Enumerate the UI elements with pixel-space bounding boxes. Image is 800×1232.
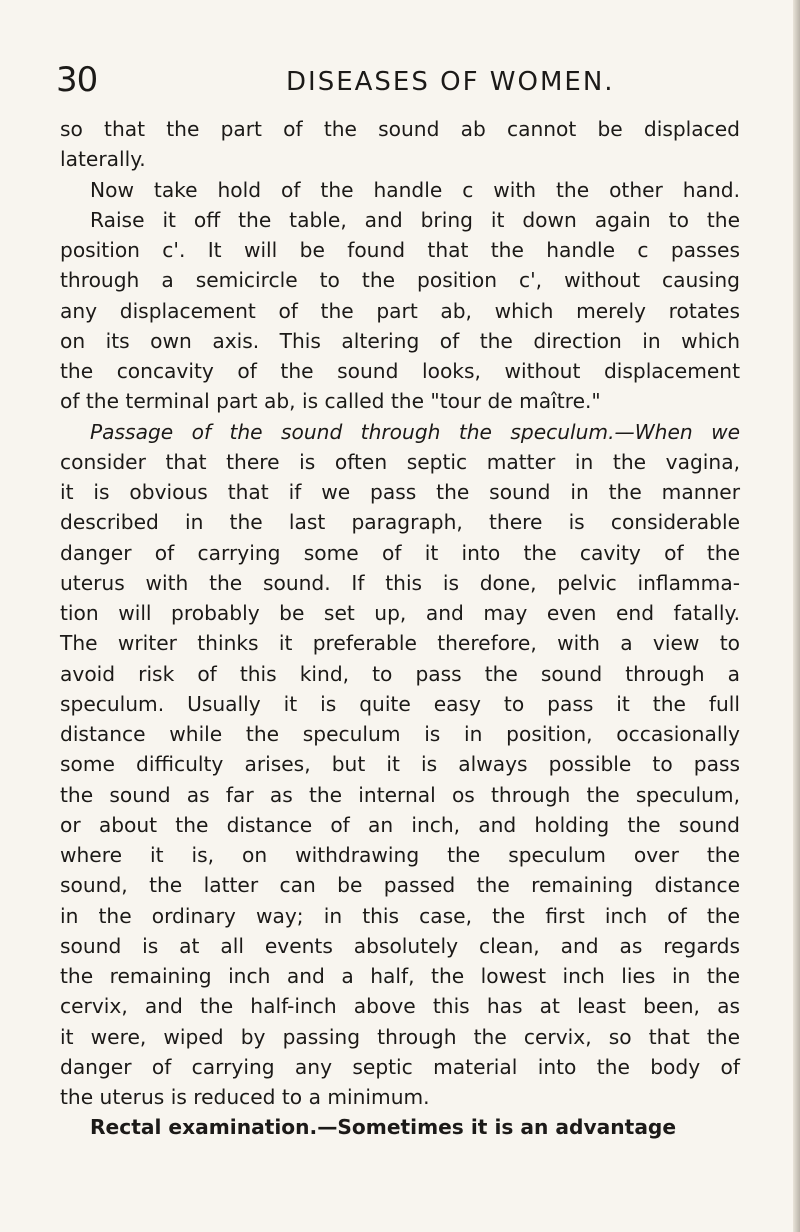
text-line: or about the distance of an inch, and holding the sound <box>60 812 740 837</box>
page-number: 30 <box>56 60 98 100</box>
text-line: it is obvious that if we pass the sound in the manner <box>60 480 740 504</box>
text-line: Now take hold of the handle c with the other hand. <box>90 177 740 202</box>
text-line: consider that there is often septic matter in the vagina, <box>60 449 740 474</box>
text-line: the concavity of the sound looks, without displacement <box>60 359 740 383</box>
text-line: The writer thinks it preferable therefore, with a view to <box>60 631 740 656</box>
text-line: distance while the speculum is in position, occasionally <box>60 722 740 746</box>
text-line: in the ordinary way; in this case, the first inch of the <box>60 903 740 928</box>
text-line: laterally. <box>60 147 146 172</box>
text-line: on its own axis. This altering of the direction in which <box>60 328 740 353</box>
text-line: the sound as far as the internal os through the speculum, <box>60 782 740 807</box>
text-line: sound is at all events absolutely clean, and as regards <box>60 933 740 958</box>
text-line: through a semicircle to the position c', without causing <box>60 268 740 293</box>
section-heading-line: Rectal examination.—Sometimes it is an advantage <box>90 1115 677 1140</box>
text-line: the remaining inch and a half, the lowest inch lies in the <box>60 964 740 988</box>
text-line: sound, the latter can be passed the remaining distance <box>60 873 740 898</box>
text-line: tion will probably be set up, and may even end fatally. <box>60 601 740 625</box>
text-line: of the terminal part ab, is called the "tour de maître." <box>60 389 601 414</box>
page-edge-shadow <box>793 0 800 1232</box>
text-line: Raise it off the table, and bring it down again to the <box>90 207 740 232</box>
text-line: any displacement of the part ab, which merely rotates <box>60 298 740 323</box>
text-line: described in the last paragraph, there is considerable <box>60 510 740 535</box>
text-line: where it is, on withdrawing the speculum over the <box>60 843 740 867</box>
body-text <box>60 114 740 1143</box>
text-line: cervix, and the half-inch above this has at least been, as <box>60 994 740 1019</box>
text-line: it were, wiped by passing through the cervix, so that the <box>60 1024 740 1049</box>
text-line: uterus with the sound. If this is done, pelvic inflamma- <box>60 570 740 595</box>
text-line: danger of carrying some of it into the cavity of the <box>60 540 740 565</box>
text-line: so that the part of the sound ab cannot be displaced <box>60 117 740 141</box>
text-line: some difficulty arises, but it is always possible to pass <box>60 752 740 777</box>
running-head: DISEASES OF WOMEN. <box>286 67 615 97</box>
text-line: position c'. It will be found that the handle c passes <box>60 238 740 262</box>
section-heading-line: Passage of the sound through the speculum.—When we <box>90 419 740 444</box>
text-line: avoid risk of this kind, to pass the sound through a <box>60 661 740 686</box>
text-line: danger of carrying any septic material into the body of <box>60 1054 740 1079</box>
text-line: the uterus is reduced to a minimum. <box>60 1085 430 1109</box>
text-line: speculum. Usually it is quite easy to pass it the full <box>60 691 740 716</box>
